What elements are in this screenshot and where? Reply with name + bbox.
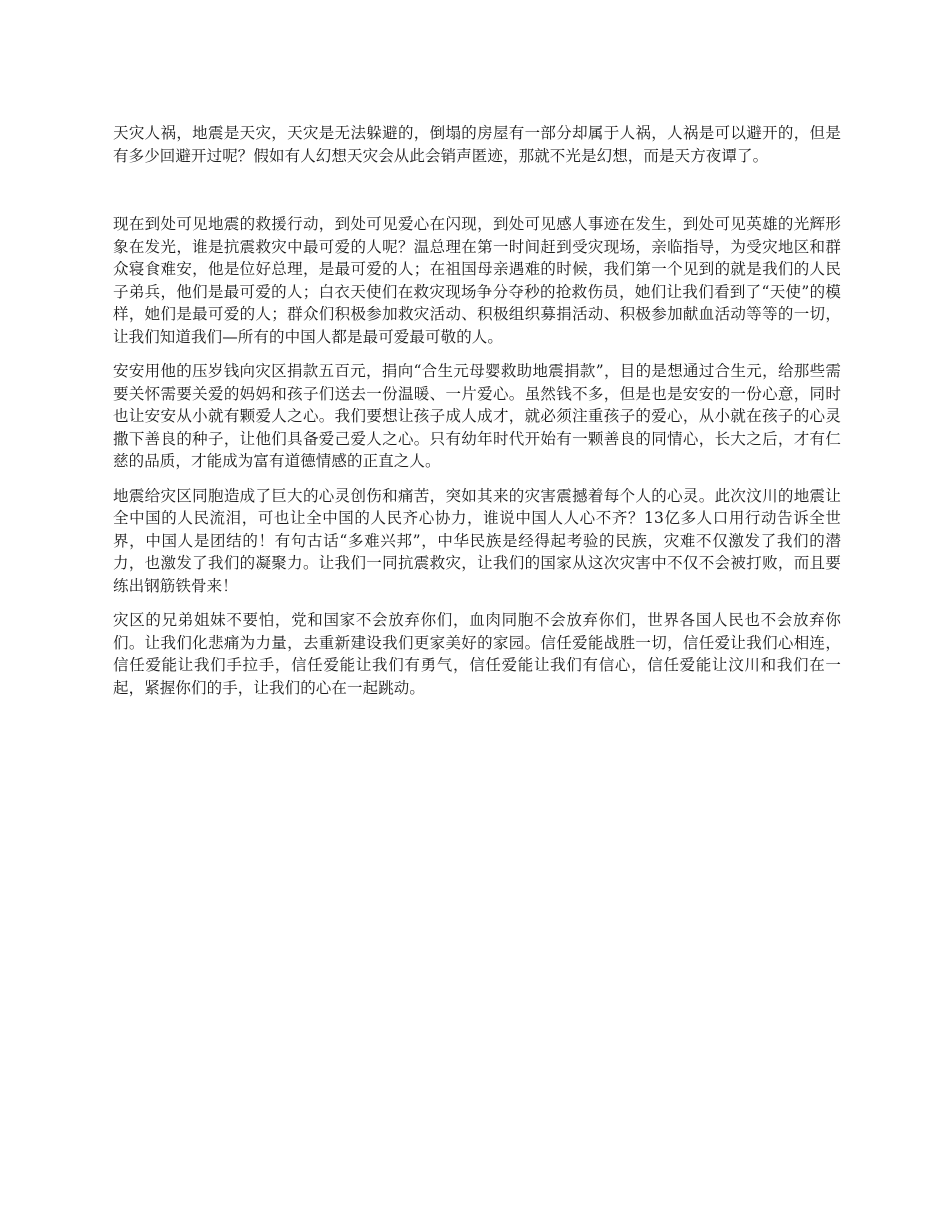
paragraph-3: 安安用他的压岁钱向灾区捐款五百元，捐向“合生元母婴救助地震捐款”，目的是想通过合生元，给那些需要关怀需要关爱的妈妈和孩子们送去一份温暖、一片爱心。虽然钱不多，但是也是安安的一份心意，同时也让安安从小就有颗爱人之心。我们要想让孩子成人成才，就必须注重孩子的爱心，从小就在孩子的心灵撒下善良的种子，让他们具备爱己爱人之心。只有幼年时代开始有一颗善良的同情心，长大之后，才有仁慈的品质，才能成为富有道德情感的正直之人。: [113, 362, 841, 470]
paragraph-5: 灾区的兄弟姐妹不要怕，党和国家不会放弃你们，血肉同胞不会放弃你们，世界各国人民也不会放弃你们。让我们化悲痛为力量，去重新建设我们更家美好的家园。信任爱能战胜一切，信任爱让我们心相连，信任爱能让我们手拉手，信任爱能让我们有勇气，信任爱能让我们有信心，信任爱能让汶川和我们在一起，紧握你们的手，让我们的心在一起跳动。: [113, 611, 841, 697]
paragraph-4: 地震给灾区同胞造成了巨大的心灵创伤和痛苦，突如其来的灾害震撼着每个人的心灵。此次汶川的地震让全中国的人民流泪，可也让全中国的人民齐心协力，谁说中国人人心不齐？13亿多人口用行动告诉全世界，中国人是团结的！有句古话“多难兴邦”，中华民族是经得起考验的民族，灾难不仅激发了我们的潜力，也激发了我们的凝聚力。让我们一同抗震救灾，让我们的国家从这次灾害中不仅不会被打败，而且要练出钢筋铁骨来！: [113, 486, 841, 595]
paragraph-2: 现在到处可见地震的救援行动，到处可见爱心在闪现，到处可见感人事迹在发生，到处可见英雄的光辉形象在发光，谁是抗震救灾中最可爱的人呢？温总理在第一时间赶到受灾现场，亲临指导，为受灾地区和群众寝食难安，他是位好总理，是最可爱的人；在祖国母亲遇难的时候，我们第一个见到的就是我们的人民子弟兵，他们是最可爱的人；白衣天使们在救灾现场争分夺秒的抢救伤员，她们让我们看到了“天使”的模样，她们是最可爱的人；群众们积极参加救灾活动、积极组织募捐活动、积极参加献血活动等等的一切，让我们知道我们—所有的中国人都是最可爱最可敬的人。: [113, 215, 841, 346]
document-body: [113, 122, 841, 711]
paragraph-1: 天灾人祸，地震是天灾，天灾是无法躲避的，倒塌的房屋有一部分却属于人祸，人祸是可以避开的，但是有多少回避开过呢？假如有人幻想天灾会从此会销声匿迹，那就不光是幻想，而是天方夜谭了。: [113, 124, 841, 165]
